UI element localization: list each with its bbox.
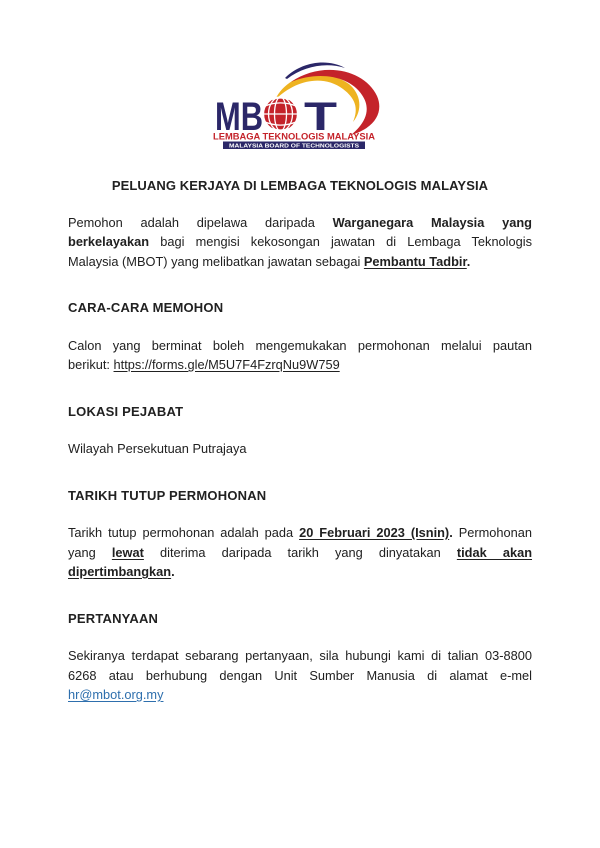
cara-line-1: Calon yang berminat boleh mengemukakan permohonan melalui pautan bbox=[68, 337, 532, 353]
tarikh-bold-tidak-akan: tidak akan bbox=[456, 544, 533, 560]
intro-job-title: Pembantu Tadbir bbox=[363, 253, 467, 269]
cara-line-2 bbox=[68, 355, 532, 375]
pertanyaan-line-3 bbox=[68, 685, 532, 705]
section-heading-pertanyaan: PERTANYAAN bbox=[68, 610, 159, 626]
tarikh-period: . bbox=[171, 564, 175, 579]
tarikh-paragraph bbox=[68, 523, 532, 582]
tarikh-text: yang bbox=[68, 544, 112, 560]
logo-tagline-english: MALAYSIA BOARD OF TECHNOLOGISTS bbox=[229, 143, 360, 150]
tarikh-bold-lewat: lewat bbox=[111, 544, 144, 560]
intro-line-1 bbox=[68, 213, 532, 233]
tarikh-text: diterima daripada tarikh yang dinyatakan bbox=[143, 544, 457, 560]
cara-paragraph bbox=[68, 336, 532, 375]
tarikh-text: Permohonan bbox=[452, 525, 532, 540]
pertanyaan-paragraph bbox=[68, 646, 532, 705]
intro-text: Pemohon adalah dipelawa daripada bbox=[68, 214, 333, 230]
intro-line-2 bbox=[68, 232, 532, 252]
lokasi-line-1: Wilayah Persekutuan Putrajaya bbox=[68, 441, 247, 456]
globe-icon bbox=[264, 97, 298, 131]
logo-tagline-malay: LEMBAGA TEKNOLOGIS MALAYSIA bbox=[213, 131, 376, 142]
logo-letter-t: T bbox=[304, 95, 337, 139]
intro-period: . bbox=[466, 253, 471, 269]
intro-line-3 bbox=[68, 252, 532, 272]
pertanyaan-line-2: 6268 atau berhubung dengan Unit Sumber Manusia di alamat e-mel bbox=[68, 667, 532, 683]
mbot-logo bbox=[205, 0, 395, 158]
page-title: PELUANG KERJAYA DI LEMBAGA TEKNOLOGIS MALAYSIA bbox=[111, 178, 489, 193]
section-heading-lokasi: LOKASI PEJABAT bbox=[68, 403, 184, 419]
logo-letters-mb: MB bbox=[215, 95, 263, 139]
section-heading-tarikh: TARIKH TUTUP PERMOHONAN bbox=[68, 487, 267, 503]
closing-date: 20 Februari 2023 (Isnin) bbox=[299, 525, 450, 540]
tarikh-line-3 bbox=[68, 562, 532, 582]
tarikh-period: . bbox=[449, 525, 453, 540]
tarikh-text: Tarikh tutup permohonan adalah pada bbox=[68, 525, 300, 540]
intro-text: bagi mengisi kekosongan jawatan di Lembaga Teknologis bbox=[149, 234, 532, 249]
mbot-logo-graphic bbox=[205, 58, 395, 153]
tarikh-bold-dipertimbangkan: dipertimbangkan bbox=[68, 564, 172, 579]
lokasi-paragraph bbox=[68, 439, 532, 459]
intro-paragraph bbox=[68, 213, 532, 272]
intro-bold-berkelayakan: berkelayakan bbox=[68, 234, 150, 249]
intro-text: Malaysia (MBOT) yang melibatkan jawatan sebagai bbox=[68, 253, 364, 269]
tarikh-line-1 bbox=[68, 523, 532, 543]
pertanyaan-line-1: Sekiranya terdapat sebarang pertanyaan, sila hubungi kami di talian 03-8800 bbox=[68, 648, 532, 663]
hr-email-link[interactable]: hr@mbot.org.my bbox=[68, 687, 164, 702]
application-form-link[interactable]: https://forms.gle/M5U7F4FzrqNu9W759 bbox=[113, 357, 340, 372]
section-heading-cara-memohon: CARA-CARA MEMOHON bbox=[68, 300, 224, 315]
cara-prefix: berikut: bbox=[68, 357, 114, 372]
intro-bold-warganegara: Warganegara Malaysia yang bbox=[332, 214, 532, 230]
tarikh-line-2 bbox=[68, 543, 532, 563]
